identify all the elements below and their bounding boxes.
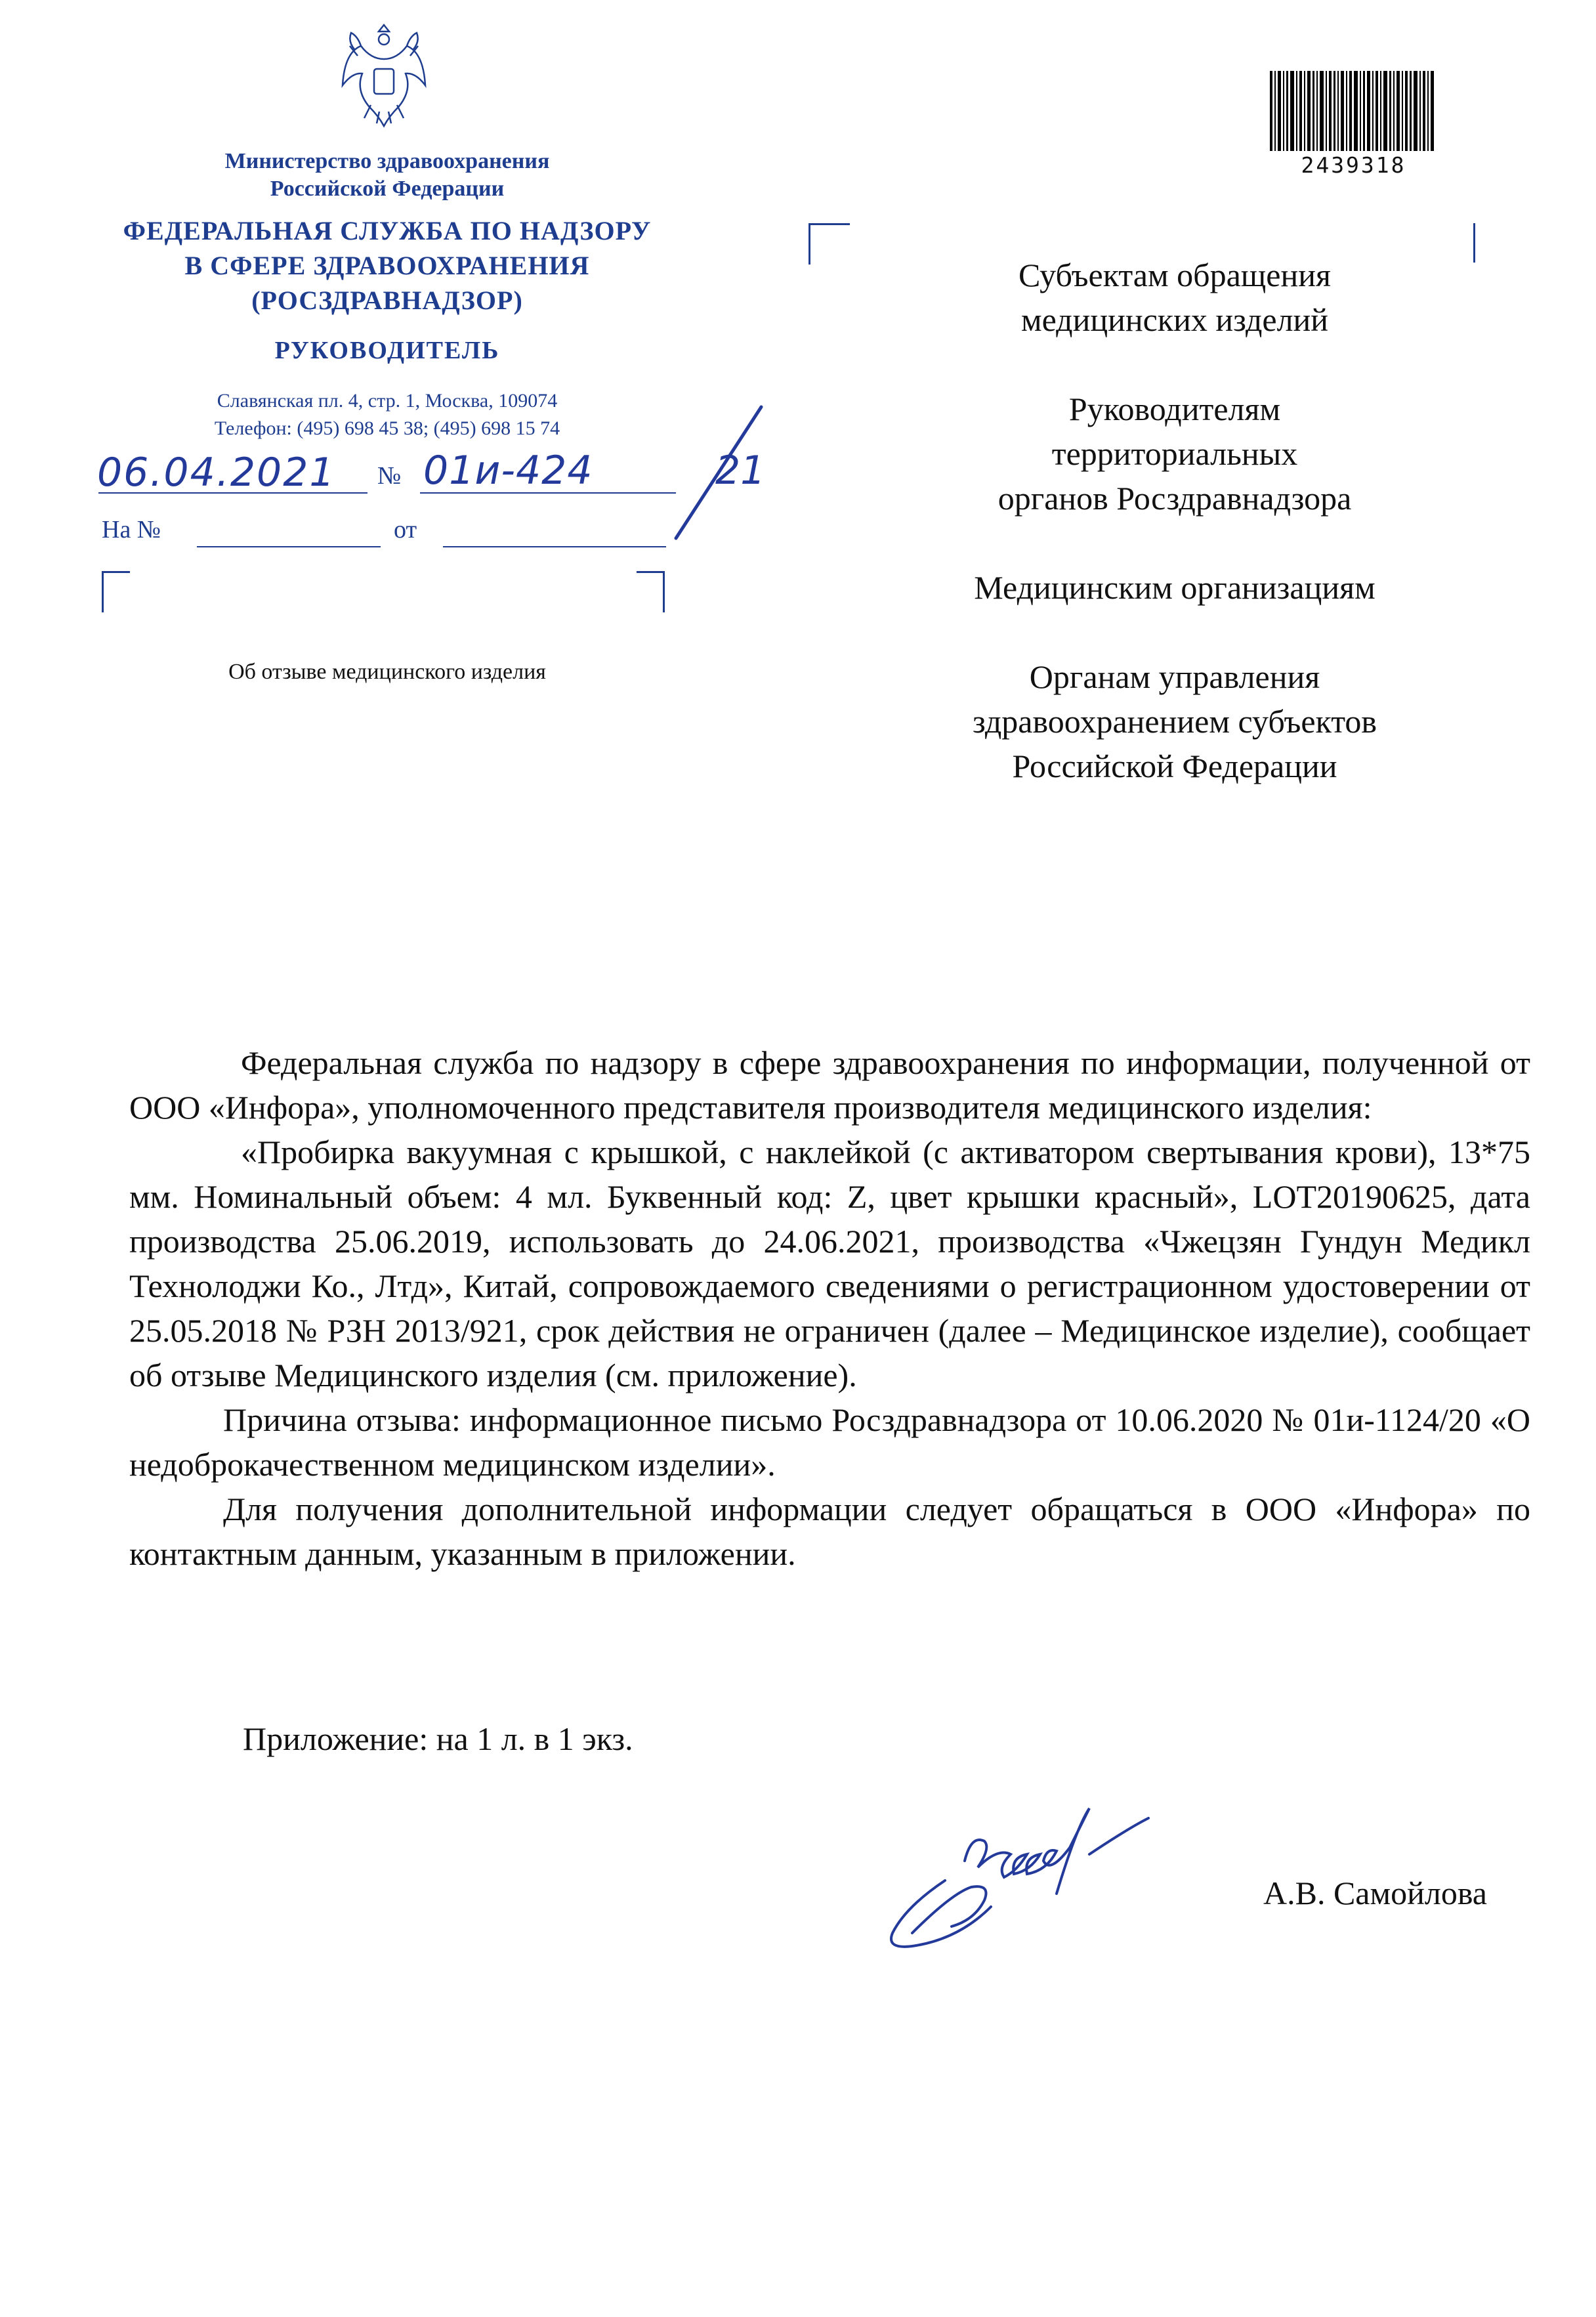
head-title: РУКОВОДИТЕЛЬ: [274, 337, 500, 364]
reply-from-underline: [443, 546, 666, 547]
letter-body: [129, 1040, 1530, 1576]
corner-mark-top-right: [637, 571, 665, 612]
barcode-icon: [1270, 71, 1437, 151]
addressee-item: [873, 565, 1477, 610]
addressee-line: Руководителям: [1068, 391, 1281, 427]
addressee-item: [873, 654, 1477, 788]
signer-name: А.В. Самойлова: [1263, 1875, 1487, 1911]
reply-number-underline: [197, 546, 381, 547]
addressee-line: территориальных: [1051, 435, 1298, 472]
service-line-2: В СФЕРЕ ЗДРАВООХРАНЕНИЯ: [184, 251, 590, 280]
body-paragraph-4: Для получения дополнительной информации следует обращаться в ООО «Инфора» по контактным данным, указанным в приложении.: [129, 1491, 1530, 1572]
service-line-3: (РОСЗДРАВНАДЗОР): [251, 286, 523, 315]
ministry-name: [105, 148, 669, 203]
service-name: [72, 213, 702, 318]
letter-subject: Об отзыве медицинского изделия: [228, 660, 546, 684]
number-underline: [420, 492, 676, 494]
addressee-line: Субъектам обращения: [1018, 257, 1331, 293]
ministry-line-1: Министерство здравоохранения: [224, 149, 550, 173]
body-paragraph-3: Причина отзыва: информационное письмо Росздравнадзора от 10.06.2020 № 01и-1124/20 «О недоброкачественном медицинском изделии».: [129, 1401, 1530, 1483]
registration-number: 01и-424: [423, 448, 593, 494]
addressee-line: Органам управления: [1029, 658, 1320, 695]
date-underline: [98, 492, 368, 494]
addressee-item: [873, 387, 1477, 521]
addressee-line: здравоохранением субъектов: [972, 703, 1377, 740]
corner-mark-top-left: [102, 571, 130, 612]
ministry-line-2: Российской Федерации: [270, 177, 505, 201]
registration-year: 21: [715, 448, 766, 494]
addressee-line: Медицинским организациям: [974, 569, 1376, 606]
barcode-number: 2439318: [1301, 152, 1406, 178]
body-paragraph-1: Федеральная служба по надзору в сфере здравоохранения по информации, полученной от ООО «Инфора», уполномоченного представителя производителя медицинского изделия:: [129, 1044, 1530, 1126]
coat-of-arms-icon: [335, 20, 433, 131]
reply-number-label: На №: [102, 516, 161, 543]
addressee-line: Российской Федерации: [1012, 748, 1337, 784]
addressee-line: органов Росздравнадзора: [998, 480, 1352, 517]
address-line: Славянская пл. 4, стр. 1, Москва, 109074: [217, 390, 558, 412]
number-label: №: [377, 462, 402, 490]
addressee-list: [873, 253, 1477, 833]
addressee-item: [873, 253, 1477, 342]
phone-line: Телефон: (495) 698 45 38; (495) 698 15 74: [214, 417, 560, 439]
attachment-note: Приложение: на 1 л. в 1 экз.: [243, 1720, 633, 1757]
reply-from-label: от: [394, 516, 417, 543]
addressee-corner-left: [808, 223, 850, 265]
address-block: [105, 387, 669, 442]
body-paragraph-2: «Пробирка вакуумная с крышкой, с наклейкой (с активатором свертывания крови), 13*75 мм. Номинальный объем: 4 мл. Буквенный код: Z, цвет крышки красный», LOT20190625, дата производства 25.06.2019, использовать до 24.06.2021, производства «Чжецзян Гундун Медикл Технолоджи Ко., Лтд», Китай, сопровождаемого сведениями о регистрационном удостоверении от 25.05.2018 № РЗН 2013/921, срок действия не ограничен (далее – Медицинское изделие), сообщает об отзыве Медицинского изделия (см. приложение).: [129, 1134, 1530, 1393]
registration-date: 06.04.2021: [97, 450, 336, 496]
handwritten-signature-icon: [873, 1802, 1214, 1953]
addressee-line: медицинских изделий: [1020, 301, 1329, 338]
service-line-1: ФЕДЕРАЛЬНАЯ СЛУЖБА ПО НАДЗОРУ: [123, 216, 652, 245]
